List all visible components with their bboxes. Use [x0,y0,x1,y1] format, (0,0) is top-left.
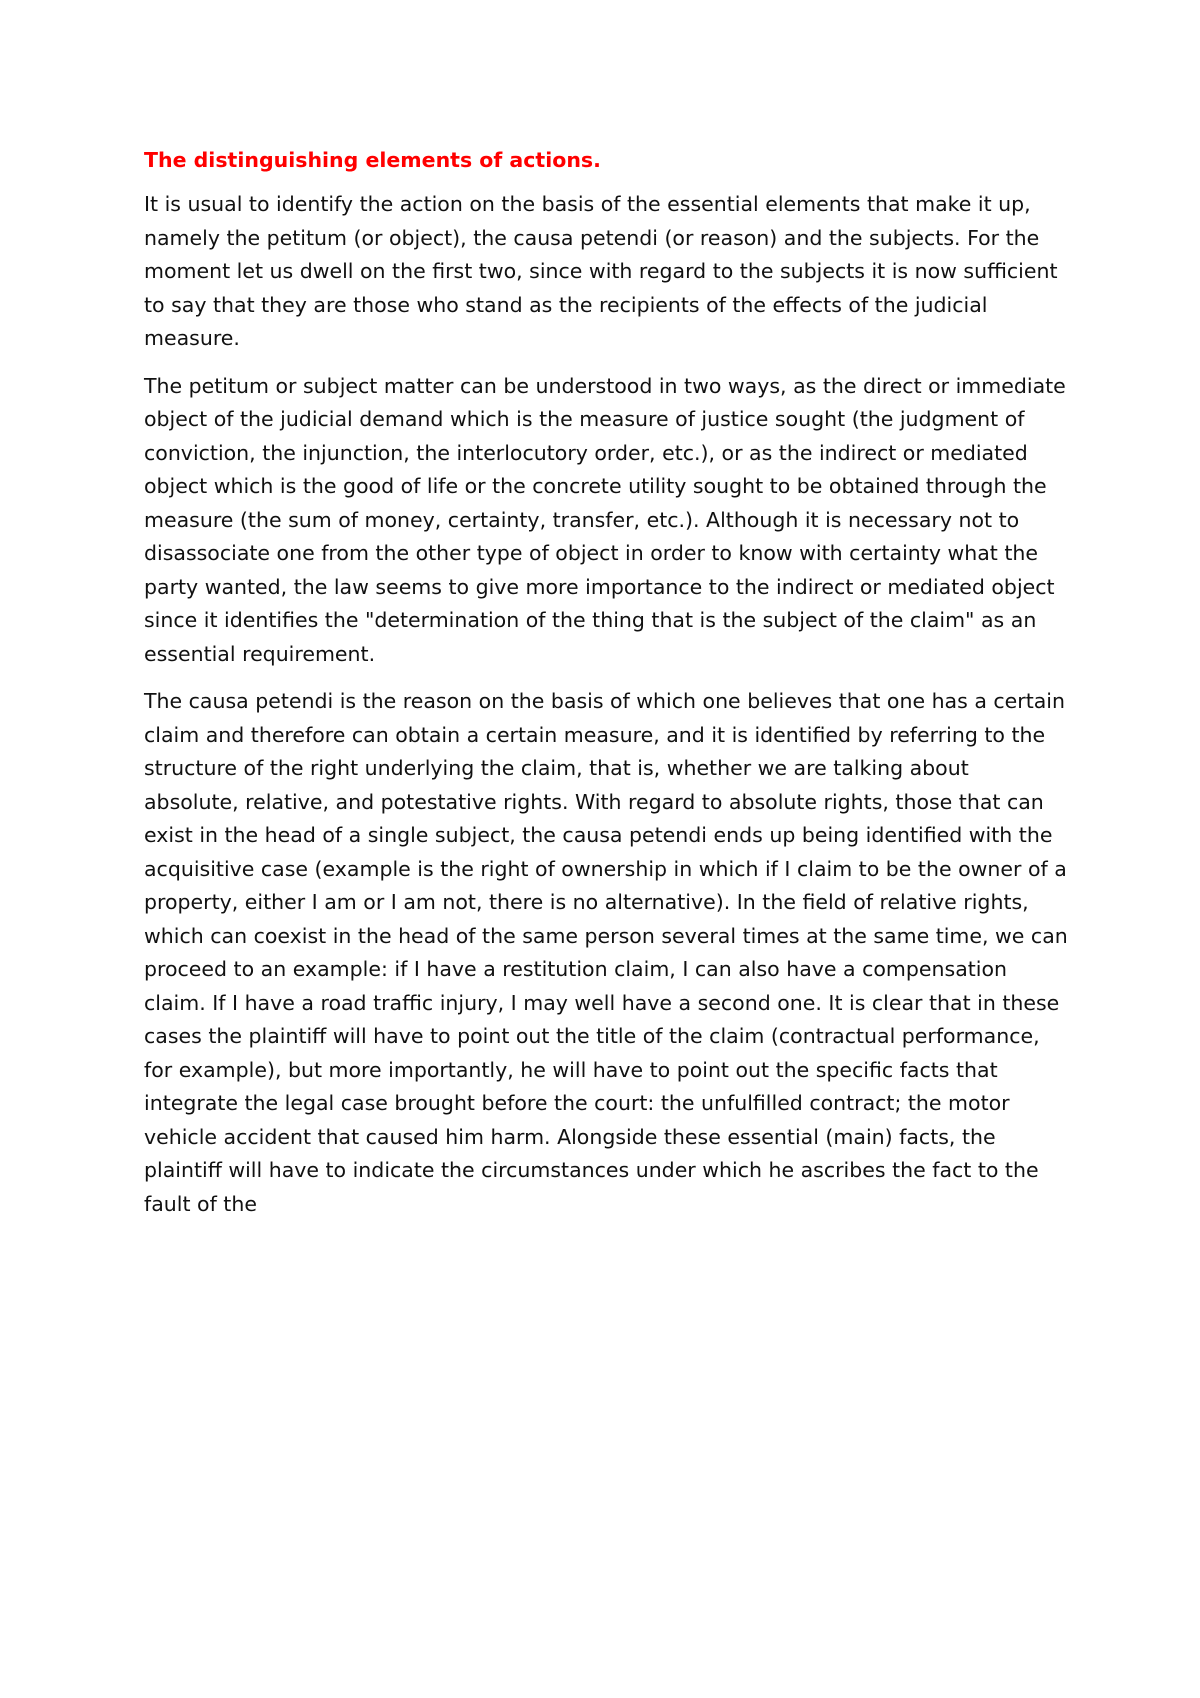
paragraph-elements-of-action: It is usual to identify the action on the basis of the essential elements that make it up, namely the petitum (or object), the causa petendi (or reason) and the subjects. For the moment let us dwell on the first two, since with regard to the subjects it is now sufficient to say that they are those who stand as the recipients of the effects of the judicial measure. [144,192,1058,350]
paragraph-petitum: The petitum or subject matter can be understood in two ways, as the direct or immediate object of the judicial demand which is the measure of justice sought (the judgment of conviction, the injunction, the interlocutory order, etc.), or as the indirect or mediated object which is the good of life or the concrete utility sought to be obtained through the measure (the sum of money, certainty, transfer, etc.). Although it is necessary not to disassociate one from the other type of object in order to know with certainty what the party wanted, the law seems to give more importance to the indirect or mediated object since it identifies the "determination of the thing that is the subject of the claim" as an essential requirement. [144,373,1066,666]
paragraph-causa-petendi: The causa petendi is the reason on the basis of which one believes that one has a certain claim and therefore can obtain a certain measure, and it is identified by referring to the structure of the right underlying the claim, that is, whether we are talking about absolute, relative, and potestative rights. With regard to absolute rights, those that can exist in the head of a single subject, the causa petendi ends up being identified with the acquisitive case (example is the right of ownership in which if I claim to be the owner of a property, either I am or I am not, there is no alternative). In the field of relative rights, which can coexist in the head of the same person several times at the same time, we can proceed to an example: if I have a restitution claim, I can also have a compensation claim. If I have a road traffic injury, I may well have a second one. It is clear that in these cases the plaintiff will have to point out the title of the claim (contractual performance, for example), but more importantly, he will have to point out the specific facts that integrate the legal case brought before the court: the unfulfilled contract; the motor vehicle accident that caused him harm. Alongside these essential (main) facts, the plaintiff will have to indicate the circumstances under which he ascribes the fact to the fault of the [144,689,1068,1216]
document-body [144,146,1068,1235]
section-heading: The distinguishing elements of actions. [144,148,601,172]
